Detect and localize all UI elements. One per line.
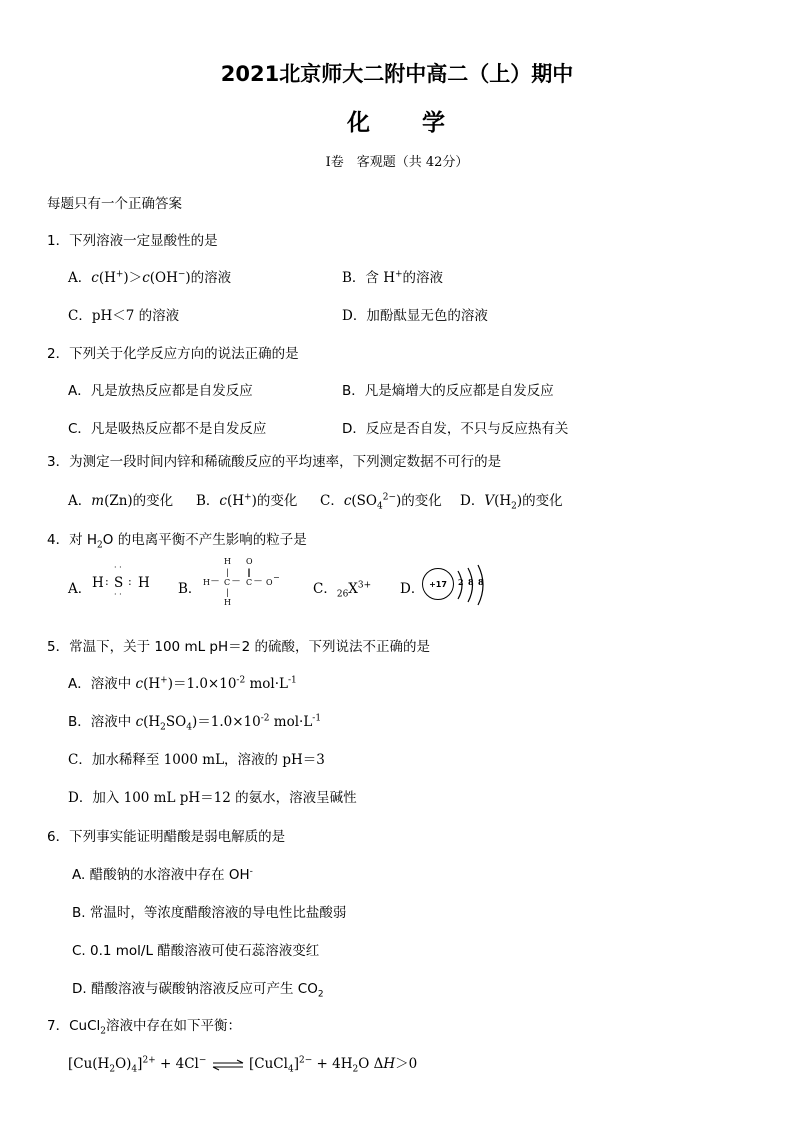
q7-stem: 7．CuCl$_2$溶液中存在如下平衡： — [47, 1018, 241, 1037]
q1-option-c[interactable]: C．pH＜7 的溶液 — [68, 308, 180, 324]
nucleus: +17 — [422, 568, 454, 600]
q1-option-a[interactable]: A．c(H+)＞c(OH−)的溶液 — [68, 269, 232, 286]
subject-title: 化 学 — [347, 110, 447, 136]
q4-option-a-lewis-structure: H : S : H · · · · — [92, 563, 150, 599]
q5-option-d[interactable]: D．加入 100 mL pH＝12 的氨水，溶液呈碱性 — [68, 790, 357, 806]
q4-stem: 4．对 $H_2O$ 的电离平衡不产生影响的粒子是 — [47, 532, 307, 551]
q4-option-c[interactable]: C．$_{26}X^{3+}$ — [313, 580, 372, 600]
q6-option-b[interactable]: B. 常温时，等浓度醋酸溶液的导电性比盐酸弱 — [72, 905, 347, 921]
q5-option-a[interactable]: A．溶液中 $c(H^+)=1.0\times 10^{-2}$ $mol\cdot L^{-1}$ — [68, 675, 297, 692]
q5-option-c[interactable]: C．加水稀释至 1000 mL，溶液的 pH＝3 — [68, 752, 325, 768]
q4-option-b-structure: H | H — C — C O ‖ — O − | H — [203, 557, 280, 607]
q3-option-c[interactable]: C．$c(SO_4^{2-})$的变化 — [320, 492, 442, 512]
q2-option-a[interactable]: A．凡是放热反应都是自发反应 — [68, 383, 253, 399]
q5-stem: 5．常温下，关于 100 mL pH＝2 的硫酸，下列说法不正确的是 — [47, 639, 431, 655]
q4-option-d[interactable]: D． — [400, 581, 425, 597]
q3-option-a[interactable]: A．m(Zn)的变化 — [68, 493, 174, 509]
q6-option-a[interactable]: A. 醋酸钠的水溶液中存在 OH- — [72, 866, 253, 883]
q6-option-c[interactable]: C. 0.1 mol/L 醋酸溶液可使石蕊溶液变红 — [72, 943, 320, 959]
q4-option-a[interactable]: A． — [68, 581, 92, 597]
q7-equation: $[Cu(H_2O)_4]^{2+} + 4Cl^-$ [CuCl$_4$]$^{2-}$ + $4H_2O$ ΔH＞0 — [68, 1055, 418, 1075]
page-title: 2021北京师大二附中高二（上）期中 — [220, 62, 574, 86]
q4-option-b[interactable]: B． — [178, 581, 202, 597]
q2-option-d[interactable]: D．反应是否自发，不只与反应热有关 — [342, 421, 569, 437]
q6-stem: 6．下列事实能证明醋酸是弱电解质的是 — [47, 829, 286, 845]
q3-option-b[interactable]: B．c(H+)的变化 — [196, 492, 298, 509]
q3-stem: 3．为测定一段时间内锌和稀硫酸反应的平均速率，下列测定数据不可行的是 — [47, 454, 502, 470]
q1-option-d[interactable]: D．加酚酞显无色的溶液 — [342, 308, 488, 324]
q4-option-d-atom-diagram: +17 2 8 8 — [420, 563, 495, 607]
q1-stem: 1．下列溶液一定显酸性的是 — [47, 233, 218, 249]
section-heading: I卷 客观题（共 42分） — [325, 155, 469, 170]
equilibrium-arrow-icon — [211, 1059, 245, 1071]
q6-option-d[interactable]: D. 醋酸溶液与碳酸钠溶液反应可产生 $CO_2$ — [72, 981, 324, 1000]
q5-option-b[interactable]: B．溶液中 $c(H_2SO_4)=1.0\times 10^{-2}$ $mol\cdot L^{-1}$ — [68, 713, 322, 733]
instruction: 每题只有一个正确答案 — [47, 196, 182, 212]
q1-option-b[interactable]: B．含 H+的溶液 — [342, 269, 444, 286]
q3-option-d[interactable]: D．$V(H_2)$的变化 — [460, 493, 563, 512]
q2-stem: 2．下列关于化学反应方向的说法正确的是 — [47, 346, 299, 362]
q2-option-b[interactable]: B．凡是熵增大的反应都是自发反应 — [342, 383, 554, 399]
q2-option-c[interactable]: C．凡是吸热反应都不是自发反应 — [68, 421, 267, 437]
